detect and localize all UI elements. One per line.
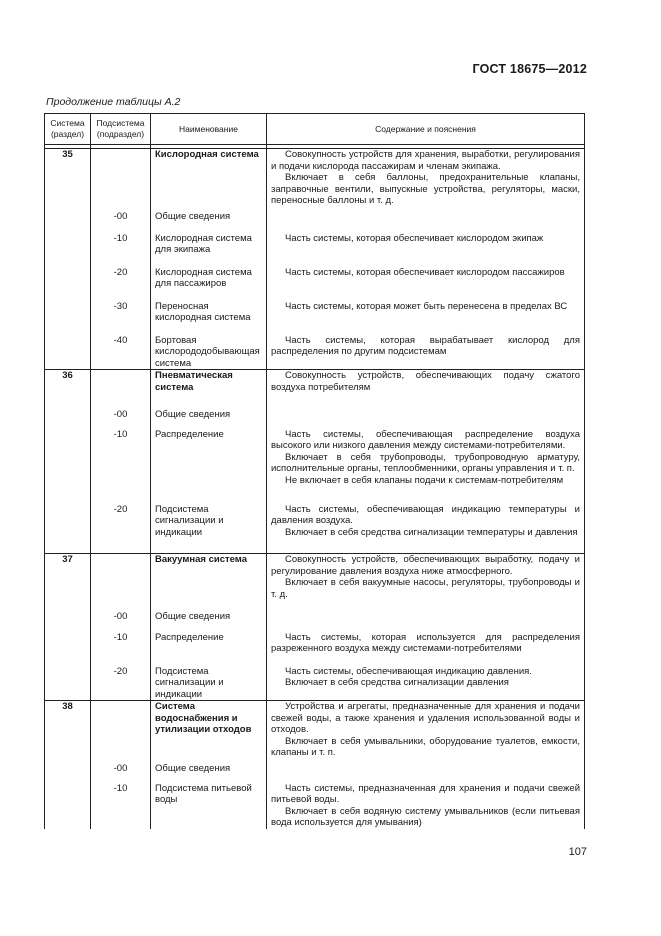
subsystem-name: Бортовая кислорододобывающая система <box>151 335 267 370</box>
system-name: Кислородная система <box>151 149 267 211</box>
system-code-empty <box>45 301 91 335</box>
content-paragraph: Включает в себя средства сигнализации температуры и давления <box>285 526 578 538</box>
subsystem-code: -30 <box>91 301 151 335</box>
table-caption: Продолжение таблицы А.2 <box>46 96 181 108</box>
page-number: 107 <box>568 846 587 858</box>
system-code: 35 <box>45 149 91 211</box>
subsystem-description <box>267 763 585 783</box>
table-row <box>45 233 585 267</box>
content-paragraph: Часть системы, предназначенная для хранения и подачи свежей питьевой воды. <box>271 782 580 805</box>
content-paragraph: Не включает в себя клапаны подачи к системам-потребителям <box>285 474 564 486</box>
table-row <box>45 267 585 301</box>
system-code-empty <box>45 429 91 504</box>
table-row <box>45 504 585 554</box>
content-paragraph: Включает в себя вакуумные насосы, регуляторы, трубопроводы и т. д. <box>271 577 580 600</box>
system-code-empty <box>45 233 91 267</box>
subsystem-name: Подсистема питьевой воды <box>151 783 267 829</box>
table-row <box>45 666 585 701</box>
standard-code: ГОСТ 18675—2012 <box>472 62 587 76</box>
subsystem-code: -10 <box>91 429 151 504</box>
subsystem-description <box>267 504 585 554</box>
subsystem-description <box>267 666 585 701</box>
subsystem-name: Общие сведения <box>151 211 267 233</box>
system-code-empty <box>45 504 91 554</box>
table-row <box>45 554 585 611</box>
subsystem-description <box>267 233 585 267</box>
subsystem-name: Переносная кислородная система <box>151 301 267 335</box>
content-paragraph: Включает в себя умывальники, оборудование туалетов, емкости, клапаны и т. п. <box>271 735 580 758</box>
subsystem-code <box>91 149 151 211</box>
subsystem-description <box>267 632 585 666</box>
content-paragraph: Включает в себя трубопроводы, трубопроводную арматуру, исполнительные органы, теплообменники, органы управления и т. п. <box>271 451 580 474</box>
table-row <box>45 632 585 666</box>
system-name: Система водоснабжения и утилизации отходов <box>151 701 267 763</box>
content-paragraph: Часть системы, обеспечивающая индикацию давления. <box>285 665 532 677</box>
subsystem-description <box>267 611 585 632</box>
system-code-empty <box>45 611 91 632</box>
table-row <box>45 211 585 233</box>
system-code: 38 <box>45 701 91 763</box>
subsystem-name: Общие сведения <box>151 611 267 632</box>
column-header-name: Наименование <box>151 114 267 145</box>
subsystem-code: -00 <box>91 211 151 233</box>
system-code-empty <box>45 211 91 233</box>
system-description <box>267 701 585 763</box>
column-header-subsystem: Подсистема (подраздел) <box>91 114 151 145</box>
system-code-empty <box>45 409 91 429</box>
subsystem-description <box>267 301 585 335</box>
content-paragraph: Часть системы, обеспечивающая индикацию температуры и давления воздуха. <box>271 503 580 526</box>
content-paragraph: Устройства и агрегаты, предназначенные для хранения и подачи свежей воды, а также хранения и удаления использованной воды и отходов. <box>271 701 580 735</box>
system-code-empty <box>45 783 91 829</box>
content-paragraph: Совокупность устройств, обеспечивающих подачу сжатого воздуха потребителям <box>271 370 580 393</box>
system-code: 37 <box>45 554 91 611</box>
subsystem-code: -20 <box>91 267 151 301</box>
subsystem-description <box>267 409 585 429</box>
system-code-empty <box>45 763 91 783</box>
system-description <box>267 149 585 211</box>
document-header <box>472 62 587 76</box>
subsystem-code: -10 <box>91 632 151 666</box>
table-row <box>45 763 585 783</box>
content-paragraph: Включает в себя баллоны, предохранительные клапаны, заправочные вентили, выпускные устройства, регуляторы, маски, переносные баллоны и т. д. <box>271 172 580 206</box>
subsystem-description <box>267 429 585 504</box>
table-header <box>45 114 585 149</box>
system-name: Пневматическая система <box>151 370 267 409</box>
table-row <box>45 409 585 429</box>
content-paragraph: Часть системы, которая может быть перенесена в пределах ВС <box>285 300 568 312</box>
subsystem-code: -10 <box>91 783 151 829</box>
system-code-empty <box>45 632 91 666</box>
subsystem-name: Общие сведения <box>151 409 267 429</box>
content-paragraph: Включает в себя средства сигнализации давления <box>285 677 509 688</box>
subsystem-name: Общие сведения <box>151 763 267 783</box>
content-paragraph: Часть системы, обеспечивающая распределение воздуха высокого или низкого давления между системами-потребителями. <box>271 428 580 451</box>
system-code-empty <box>45 335 91 370</box>
content-paragraph: Часть системы, которая обеспечивает кислородом экипаж <box>285 232 544 244</box>
subsystem-description <box>267 211 585 233</box>
subsystem-code: -40 <box>91 335 151 370</box>
table-row <box>45 783 585 829</box>
subsystem-code <box>91 701 151 763</box>
table-row <box>45 701 585 763</box>
subsystem-description <box>267 335 585 370</box>
table-body <box>45 149 585 829</box>
subsystem-code: -10 <box>91 233 151 267</box>
table-row <box>45 611 585 632</box>
content-paragraph: Совокупность устройств для хранения, выработки, регулирования и подачи кислорода пассажирам и членам экипажа. <box>271 149 580 172</box>
subsystem-code <box>91 554 151 611</box>
system-description <box>267 370 585 409</box>
content-paragraph: Часть системы, которая вырабатывает кислород для распределения по другим подсистемам <box>271 334 580 357</box>
system-code: 36 <box>45 370 91 409</box>
subsystem-code: -00 <box>91 763 151 783</box>
table-row <box>45 335 585 370</box>
subsystem-code: -20 <box>91 504 151 554</box>
table-row <box>45 301 585 335</box>
subsystem-name: Распределение <box>151 632 267 666</box>
subsystem-description <box>267 783 585 829</box>
subsystem-code: -20 <box>91 666 151 701</box>
system-code-empty <box>45 267 91 301</box>
subsystem-description <box>267 267 585 301</box>
table-row <box>45 429 585 504</box>
content-paragraph: Совокупность устройств, обеспечивающих выработку, подачу и регулирование давления воздуха ниже атмосферного. <box>271 554 580 577</box>
system-name: Вакуумная система <box>151 554 267 611</box>
content-paragraph: Часть системы, которая обеспечивает кислородом пассажиров <box>285 266 565 278</box>
content-paragraph: Включает в себя водяную систему умывальников (если питьевая вода используется для умывания) <box>271 805 580 828</box>
subsystem-name: Подсистема сигнализации и индикации <box>151 504 267 554</box>
subsystem-code <box>91 370 151 409</box>
content-paragraph: Часть системы, которая используется для распределения разреженного воздуха между системами-потребителями <box>271 631 580 654</box>
classification-table <box>44 113 585 829</box>
subsystem-code: -00 <box>91 409 151 429</box>
subsystem-name: Распределение <box>151 429 267 504</box>
table-row <box>45 149 585 211</box>
subsystem-code: -00 <box>91 611 151 632</box>
system-code-empty <box>45 666 91 701</box>
column-header-system: Система (раздел) <box>45 114 91 145</box>
table-row <box>45 370 585 409</box>
subsystem-name: Подсистема сигнализации и индикации <box>151 666 267 701</box>
column-header-content: Содержание и пояснения <box>267 114 585 145</box>
system-description <box>267 554 585 611</box>
subsystem-name: Кислородная система для экипажа <box>151 233 267 267</box>
subsystem-name: Кислородная система для пассажиров <box>151 267 267 301</box>
